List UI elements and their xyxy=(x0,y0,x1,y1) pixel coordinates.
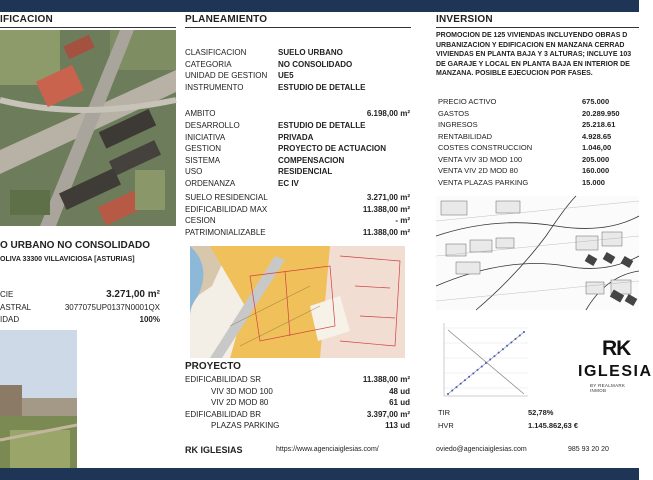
planning-value: ESTUDIO DE DETALLE xyxy=(278,121,366,130)
chart-point xyxy=(485,362,487,364)
planning-value: COMPENSACION xyxy=(278,155,345,165)
chart-point xyxy=(451,390,453,392)
hvr-value: 1.145.862,63 € xyxy=(528,421,579,430)
chart-point xyxy=(455,386,457,388)
planning-value: RESIDENCIAL xyxy=(278,167,333,176)
ownership-label: IDAD xyxy=(0,315,20,324)
planning-label: CATEGORIA xyxy=(185,59,232,69)
planning-label: PATRIMONIALIZABLE xyxy=(185,227,266,237)
investment-row xyxy=(438,143,639,153)
project-value: 11.388,00 m² xyxy=(362,375,410,384)
planning-label: UNIDAD DE GESTION xyxy=(185,71,268,80)
planning-row xyxy=(185,133,410,143)
investment-label: VENTA PLAZAS PARKING xyxy=(438,177,529,187)
planning-row xyxy=(185,167,410,177)
project-value: 61 ud xyxy=(389,398,410,407)
planning-row xyxy=(185,228,410,238)
footer-email[interactable]: oviedo@agenciaiglesias.com xyxy=(436,446,527,453)
chart-point xyxy=(510,341,512,343)
logo-name: IGLESIA xyxy=(578,363,653,380)
planning-label: AMBITO xyxy=(185,109,216,118)
chart-point xyxy=(498,352,500,354)
investment-value: 675.000 xyxy=(582,97,610,106)
footer-url[interactable]: https://www.agenciaiglesias.com/ xyxy=(276,446,379,453)
planning-value: EC IV xyxy=(278,178,299,188)
planning-label: CESION xyxy=(185,216,216,225)
chart-point xyxy=(515,338,517,340)
cadastral-label: ASTRAL xyxy=(0,303,32,312)
tir-row xyxy=(438,408,639,418)
planning-row xyxy=(185,205,410,215)
planning-value: ESTUDIO DE DETALLE xyxy=(278,82,366,92)
project-label: PLAZAS PARKING xyxy=(211,421,280,430)
project-label: EDIFICABILIDAD SR xyxy=(185,375,262,384)
investment-row xyxy=(438,109,639,119)
planning-row xyxy=(185,179,410,189)
description-line: PROMOCION DE 125 VIVIENDAS INCLUYENDO OBRAS D xyxy=(436,32,628,39)
ownership-value: 100% xyxy=(139,315,160,324)
project-row xyxy=(185,375,410,385)
planning-row xyxy=(185,156,410,166)
investment-label: PRECIO ACTIVO xyxy=(438,97,497,106)
surface-label: CIE xyxy=(0,290,14,299)
investment-label: RENTABILIDAD xyxy=(438,131,493,141)
planning-value: 6.198,00 m² xyxy=(366,109,410,118)
planning-row xyxy=(185,216,410,226)
footer-phone[interactable]: 985 93 20 20 xyxy=(568,446,609,453)
investment-value: 1.046,00 xyxy=(582,143,612,152)
chart-point xyxy=(502,348,504,350)
surface-value: 3.271,00 m² xyxy=(106,289,160,300)
project-row xyxy=(185,410,410,420)
description-line: MANZANA. POSIBLE EJECUCION POR FASES. xyxy=(436,70,593,77)
planning-label: EDIFICABILIDAD MAX xyxy=(185,204,268,214)
planning-label: ORDENANZA xyxy=(185,178,236,188)
planning-row xyxy=(185,71,410,81)
description-line: URBANIZACION Y EDIFICACION EN MANZANA CERRAD xyxy=(436,41,625,49)
investment-value: 20.289.950 xyxy=(582,108,620,118)
chart-point xyxy=(519,334,521,336)
chart-point xyxy=(472,372,474,374)
investment-value: 205.000 xyxy=(582,154,610,164)
tir-label: TIR xyxy=(438,408,451,417)
urban-plan-map xyxy=(190,246,405,358)
project-title: PROYECTO xyxy=(185,361,241,372)
section-header-investment: INVERSION xyxy=(436,14,639,28)
investment-label: COSTES CONSTRUCCION xyxy=(438,143,533,152)
planning-row xyxy=(185,48,410,58)
planning-value: PRIVADA xyxy=(278,132,314,142)
investment-row xyxy=(438,120,639,130)
logo-mark: RK xyxy=(602,337,631,360)
investment-label: VENTA VIV 3D MOD 100 xyxy=(438,154,523,164)
cadastral-value: 3077075UP0137N0001QX xyxy=(64,303,160,312)
project-row xyxy=(185,421,410,431)
investment-value: 160.000 xyxy=(582,166,610,175)
section-header-location: IFICACION xyxy=(0,14,176,28)
project-value: 48 ud xyxy=(389,386,410,396)
planning-value: NO CONSOLIDADO xyxy=(278,59,353,69)
investment-label: GASTOS xyxy=(438,108,470,118)
planning-row xyxy=(185,121,410,131)
chart-point xyxy=(493,355,495,357)
planning-value: 11.388,00 m² xyxy=(362,227,410,237)
project-value: 3.397,00 m² xyxy=(366,409,410,419)
investment-value: 15.000 xyxy=(582,177,605,187)
investment-value: 25.218.61 xyxy=(582,120,616,129)
street-map xyxy=(436,196,639,310)
site-photo xyxy=(0,330,77,468)
description-line: VIVIENDAS EN PLANTA BAJA Y 3 ALTURAS; INCLUYE 103 xyxy=(436,51,632,58)
planning-value: UE5 xyxy=(278,71,294,80)
aerial-photo xyxy=(0,30,176,226)
chart-point xyxy=(506,345,508,347)
tir-value: 52,78% xyxy=(528,408,554,417)
section-header-planning: PLANEAMIENTO xyxy=(185,14,411,28)
planning-value: SUELO URBANO xyxy=(278,48,343,57)
planning-label: CLASIFICACION xyxy=(185,48,247,57)
investment-value: 4.928.65 xyxy=(582,131,612,141)
project-label: EDIFICABILIDAD BR xyxy=(185,409,262,419)
footer-brand: RK IGLESIAS xyxy=(185,445,243,455)
planning-label: SISTEMA xyxy=(185,155,221,165)
planning-label: INICIATIVA xyxy=(185,132,226,142)
logo-tagline: BY REALMARK INMOB xyxy=(590,383,626,393)
planning-row xyxy=(185,83,410,93)
cashflow-mini-chart xyxy=(436,318,531,402)
investment-row xyxy=(438,132,639,142)
planning-label: USO xyxy=(185,167,203,176)
project-row xyxy=(185,398,410,408)
bottom-band xyxy=(0,468,639,480)
investment-description xyxy=(436,31,639,79)
chart-point xyxy=(489,359,491,361)
top-band xyxy=(0,0,639,12)
planning-value: 3.271,00 m² xyxy=(366,193,410,202)
chart-point xyxy=(464,379,466,381)
planning-label: DESARROLLO xyxy=(185,121,240,130)
planning-row xyxy=(185,60,410,70)
planning-label: INSTRUMENTO xyxy=(185,82,244,92)
chart-point xyxy=(460,383,462,385)
property-title: O URBANO NO CONSOLIDADO xyxy=(0,240,150,251)
investment-row xyxy=(438,155,639,165)
planning-row xyxy=(185,109,410,119)
planning-value: - m² xyxy=(395,216,410,225)
property-address: OLIVA 33300 VILLAVICIOSA [ASTURIAS] xyxy=(0,256,135,263)
investment-row xyxy=(438,166,639,176)
hvr-row xyxy=(438,421,639,431)
chart-point xyxy=(477,369,479,371)
project-row xyxy=(185,387,410,397)
chart-point xyxy=(468,376,470,378)
chart-point xyxy=(523,331,525,333)
investment-row xyxy=(438,97,639,107)
chart-point xyxy=(447,393,449,395)
project-label: VIV 3D MOD 100 xyxy=(211,386,273,396)
investment-row xyxy=(438,178,639,188)
investment-label: VENTA VIV 2D MOD 80 xyxy=(438,166,518,175)
planning-label: SUELO RESIDENCIAL xyxy=(185,193,268,202)
chart-point xyxy=(481,365,483,367)
planning-label: GESTION xyxy=(185,144,222,153)
project-label: VIV 2D MOD 80 xyxy=(211,398,269,407)
description-line: DE GARAJE Y LOCAL EN PLANTA BAJA EN INTERIOR DE xyxy=(436,60,630,68)
project-value: 113 ud xyxy=(385,421,410,430)
investment-label: INGRESOS xyxy=(438,120,478,129)
planning-row xyxy=(185,193,410,203)
hvr-label: HVR xyxy=(438,421,454,430)
planning-value: PROYECTO DE ACTUACION xyxy=(278,144,387,153)
planning-value: 11.388,00 m² xyxy=(362,204,410,214)
planning-row xyxy=(185,144,410,154)
